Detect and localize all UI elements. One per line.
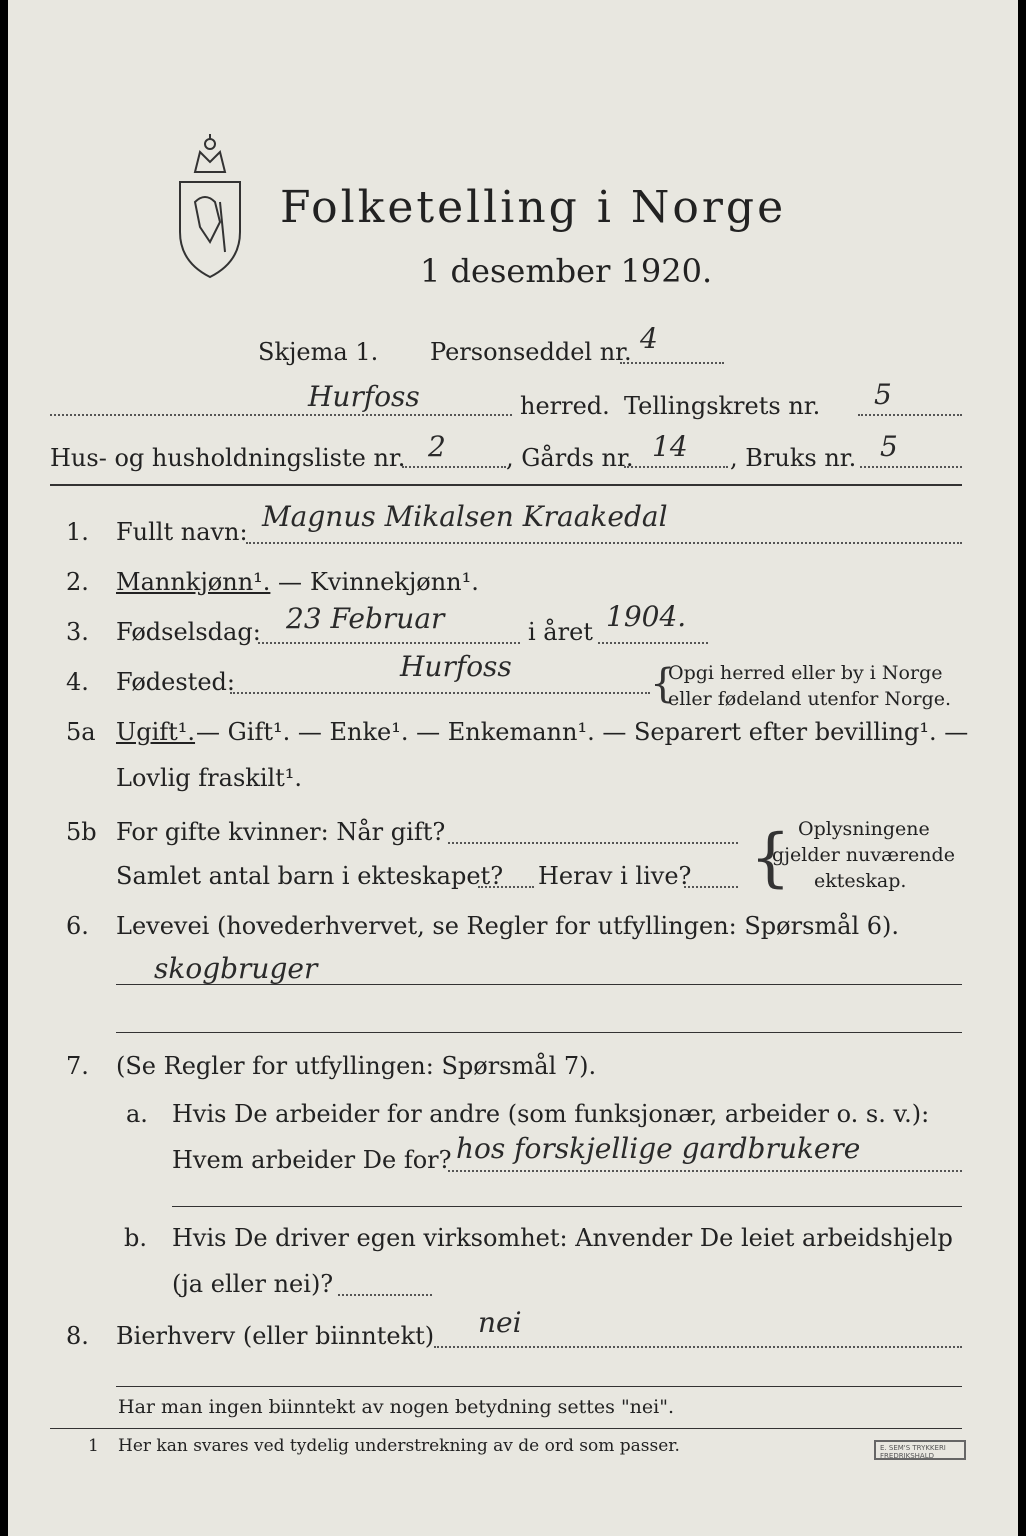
q8-number: 8. [66, 1322, 89, 1350]
q5a-options: — Gift¹. — Enke¹. — Enkemann¹. — Separert efter bevilling¹. — [196, 718, 969, 746]
q8-label: Bierhverv (eller biinntekt) [116, 1322, 435, 1350]
footer-divider [50, 1428, 962, 1429]
hus-label: Hus- og husholdningsliste nr. [50, 444, 406, 472]
census-form [8, 0, 1018, 1536]
printer-stamp-text: E. SEM'S TRYKKERI FREDRIKSHALD [880, 1444, 946, 1460]
header-divider [50, 484, 962, 486]
q5b-note2: gjelder nuværende [772, 844, 955, 866]
q3-year-dotline [598, 642, 708, 644]
q2-male: Mannkjønn¹. [116, 568, 271, 596]
q5b-dotline2 [478, 886, 534, 888]
q6-number: 6. [66, 912, 89, 940]
q7a-line2: Hvem arbeider De for? [172, 1146, 452, 1174]
q5b-line2b: Herav i live? [538, 862, 692, 890]
q6-label: Levevei (hovederhvervet, se Regler for utfyllingen: Spørsmål 6). [116, 912, 900, 940]
q7-number: 7. [66, 1052, 89, 1080]
q7a-line1: Hvis De arbeider for andre (som funksjonær, arbeider o. s. v.): [172, 1100, 930, 1128]
coat-of-arms-icon [170, 132, 250, 282]
personseddel-dotline [620, 362, 724, 364]
herred-label: herred. [520, 392, 610, 420]
q4-dotline [230, 692, 650, 694]
footnote-text: Her kan svares ved tydelig understrekning av de ord som passer. [118, 1436, 680, 1456]
gards-label: , Gårds nr. [506, 444, 634, 472]
q2-female: Kvinnekjønn¹. [310, 568, 479, 596]
q5b-dotline1 [448, 842, 738, 844]
q1-dotline [246, 542, 962, 544]
q7b-dotline [338, 1294, 432, 1296]
q4-note-line2: eller fødeland utenfor Norge. [668, 688, 952, 710]
gards-dotline [624, 466, 728, 468]
printer-stamp [874, 1440, 966, 1460]
q7a-number: a. [126, 1100, 148, 1128]
q5a-ugift: Ugift¹. [116, 718, 196, 746]
q6-value: skogbruger [154, 952, 318, 985]
q6-line1 [116, 984, 962, 985]
q1-number: 1. [66, 518, 89, 546]
q5a-number: 5a [66, 718, 96, 746]
q5b-note1: Oplysningene [798, 818, 930, 840]
gards-value: 14 [652, 430, 688, 463]
q7b-line1: Hvis De driver egen virksomhet: Anvender De leiet arbeidshjelp [172, 1224, 953, 1252]
q7a-value: hos forskjellige gardbrukere [456, 1132, 861, 1165]
form-date: 1 desember 1920. [420, 252, 713, 290]
tellingskrets-label: Tellingskrets nr. [624, 392, 821, 420]
herred-dotline [50, 414, 512, 416]
q8-line [116, 1386, 962, 1387]
q4-value: Hurfoss [400, 650, 512, 683]
q1-label: Fullt navn: [116, 518, 248, 546]
q5b-brace: { [750, 821, 791, 895]
q5b-number: 5b [66, 818, 97, 846]
q6-line2 [116, 1032, 962, 1033]
q4-label: Fødested: [116, 668, 235, 696]
q3-number: 3. [66, 618, 89, 646]
q3-value: 23 Februar [286, 602, 445, 635]
q4-brace: { [650, 661, 676, 707]
q7b-number: b. [124, 1224, 147, 1252]
q5a-line2: Lovlig fraskilt¹. [116, 764, 303, 792]
q3-year-label: i året [528, 618, 593, 646]
form-title: Folketelling i Norge [280, 182, 787, 233]
hus-value: 2 [428, 430, 446, 463]
footnote-number: 1 [88, 1436, 99, 1456]
tellingskrets-dotline [858, 414, 962, 416]
bruks-label: , Bruks nr. [730, 444, 857, 472]
hus-dotline [402, 466, 506, 468]
bruks-dotline [860, 466, 962, 468]
q5b-line1: For gifte kvinner: Når gift? [116, 818, 446, 846]
q3-year-value: 1904. [606, 600, 687, 633]
q7a-dotline [448, 1170, 962, 1172]
q2-separator: — [278, 568, 302, 596]
personseddel-value: 4 [640, 322, 658, 355]
skjema-label: Skjema 1. [258, 338, 379, 366]
q1-value: Magnus Mikalsen Kraakedal [262, 500, 668, 533]
q5b-note3: ekteskap. [814, 870, 907, 892]
q4-number: 4. [66, 668, 89, 696]
q3-dotline [258, 642, 520, 644]
q7a-line [172, 1206, 962, 1207]
q3-label: Fødselsdag: [116, 618, 261, 646]
personseddel-label: Personseddel nr. [430, 338, 632, 366]
footer-note: Har man ingen biinntekt av nogen betydning settes "nei". [118, 1396, 675, 1418]
q8-dotline [434, 1346, 962, 1348]
bruks-value: 5 [880, 430, 898, 463]
herred-value: Hurfoss [308, 380, 420, 413]
q5b-dotline3 [684, 886, 738, 888]
q8-value: nei [478, 1306, 522, 1339]
q7b-line2: (ja eller nei)? [172, 1270, 334, 1298]
q2-number: 2. [66, 568, 89, 596]
q5b-line2a: Samlet antal barn i ekteskapet? [116, 862, 504, 890]
tellingskrets-value: 5 [874, 378, 892, 411]
q7-label: (Se Regler for utfyllingen: Spørsmål 7). [116, 1052, 597, 1080]
q4-note-line1: Opgi herred eller by i Norge [668, 662, 943, 684]
